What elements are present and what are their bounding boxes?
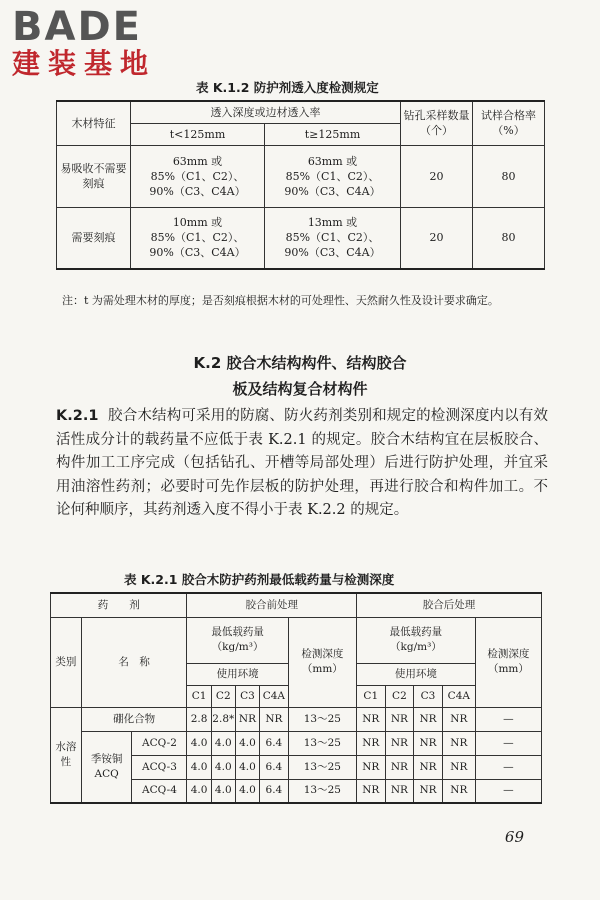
cell-value: NR [442,755,475,779]
cell-value: NR [356,779,385,803]
header-pass-rate: 试样合格率（%） [473,101,545,145]
env-c4a: C4A [442,685,475,707]
paragraph-k-2-1 [56,405,548,523]
cell-value: 6.4 [260,755,289,779]
cell-value: NR [385,731,414,755]
header-before: 胶合前处理 [187,593,357,617]
cell-depth: — [475,755,541,779]
cell-value: 4.0 [235,755,259,779]
table-k-1-2 [56,100,545,270]
header-samples: 钻孔采样数量（个） [401,101,473,145]
header-t-small: t<125mm [131,123,265,145]
clause-number: K.2.1 [56,408,99,424]
cell-value: 2.8* [211,707,235,731]
header-min-load-before: 最低载药量 （kg/m³） [187,617,288,663]
table1-title: 表 K.1.2 防护剂透入度检测规定 [196,80,379,95]
cell-value: NR [385,755,414,779]
table-k-2-1 [50,592,542,804]
cell-large: 13mm 或 85%（C1、C2）、 90%（C3、C4A） [265,207,401,269]
env-c4a: C4A [260,685,289,707]
cell-value: 4.0 [211,779,235,803]
cell-small: 63mm 或 85%（C1、C2）、 90%（C3、C4A） [131,145,265,207]
cell-large: 63mm 或 85%（C1、C2）、 90%（C3、C4A） [265,145,401,207]
env-c2: C2 [211,685,235,707]
cell-category: 水溶性 [51,707,82,803]
cell-value: NR [356,755,385,779]
cell-pass: 80 [473,145,545,207]
cell-value: NR [414,779,443,803]
cell-value: NR [414,707,443,731]
cell-depth: — [475,707,541,731]
env-c3: C3 [414,685,443,707]
cell-feature: 需要刻痕 [57,207,131,269]
logo-wordmark: BADE [12,4,142,50]
cell-samples: 20 [401,207,473,269]
cell-value: 4.0 [211,731,235,755]
table-row [57,207,545,269]
cell-small: 10mm 或 85%（C1、C2）、 90%（C3、C4A） [131,207,265,269]
cell-value: NR [235,707,259,731]
cell-depth: — [475,731,541,755]
cell-depth: 13～25 [288,707,356,731]
cell-value: NR [414,755,443,779]
header-min-load-after: 最低载药量 （kg/m³） [356,617,475,663]
cell-value: 4.0 [187,731,211,755]
cell-value: NR [414,731,443,755]
table2-title: 表 K.2.1 胶合木防护药剂最低载药量与检测深度 [124,572,395,587]
cell-value: NR [356,731,385,755]
cell-name: ACQ-4 [132,779,187,803]
header-env-after: 使用环境 [356,663,475,685]
logo [12,6,182,80]
page-number: 69 [504,828,524,846]
cell-pass: 80 [473,207,545,269]
cell-name: ACQ-3 [132,755,187,779]
env-c1: C1 [356,685,385,707]
cell-value: 4.0 [187,779,211,803]
cell-depth: 13～25 [288,755,356,779]
cell-value: 4.0 [235,779,259,803]
env-c2: C2 [385,685,414,707]
header-depth-after: 检测深度（mm） [475,617,541,707]
cell-depth: — [475,779,541,803]
table-row [51,731,542,755]
cell-value: 4.0 [211,755,235,779]
cell-value: 2.8 [187,707,211,731]
header-t-large: t≥125mm [265,123,401,145]
cell-group: 季铵铜 ACQ [81,731,132,803]
header-agent: 药 剂 [51,593,187,617]
cell-value: 4.0 [187,755,211,779]
cell-name: ACQ-2 [132,731,187,755]
cell-value: 4.0 [235,731,259,755]
header-depth-before: 检测深度（mm） [288,617,356,707]
table1-note: 注：t 为需处理木材的厚度；是否刻痕根据木材的可处理性、天然耐久性及设计要求确定。 [62,294,499,307]
cell-value: NR [442,731,475,755]
cell-value: 6.4 [260,779,289,803]
cell-name: 硼化合物 [81,707,187,731]
env-c1: C1 [187,685,211,707]
header-category: 类别 [51,617,82,707]
logo-subtitle: 建装基地 [12,47,157,80]
table-row [51,707,542,731]
header-env-before: 使用环境 [187,663,288,685]
cell-value: NR [385,779,414,803]
header-after: 胶合后处理 [356,593,541,617]
header-material: 木材特征 [57,101,131,145]
cell-value: NR [442,779,475,803]
clause-text: 胶合木结构可采用的防腐、防火药剂类别和规定的检测深度内以有效活性成分计的载药量不应低于表 K.2.1 的规定。胶合木结构宜在层板胶合、构件加工工序完成（包括钻孔、开槽等局部处理）后进行防护处理，并宜采用油溶性药剂；必要时可先作层板的防护处理，再进行胶合和构件加工。不论何种顺序，其药剂透入度不得小于表 K.2.2 的规定。 [56,408,549,518]
cell-depth: 13～25 [288,731,356,755]
cell-samples: 20 [401,145,473,207]
header-penetration: 透入深度或边材透入率 [131,101,401,123]
cell-value: NR [260,707,289,731]
cell-value: NR [442,707,475,731]
cell-value: 6.4 [260,731,289,755]
cell-value: NR [385,707,414,731]
env-c3: C3 [235,685,259,707]
table-row [57,145,545,207]
section-heading-line1: K.2 胶合木结构构件、结构胶合 [193,354,407,372]
cell-depth: 13～25 [288,779,356,803]
header-name: 名 称 [81,617,187,707]
cell-feature: 易吸收不需要刻痕 [57,145,131,207]
section-heading-line2: 板及结构复合材构件 [232,380,368,398]
cell-value: NR [356,707,385,731]
